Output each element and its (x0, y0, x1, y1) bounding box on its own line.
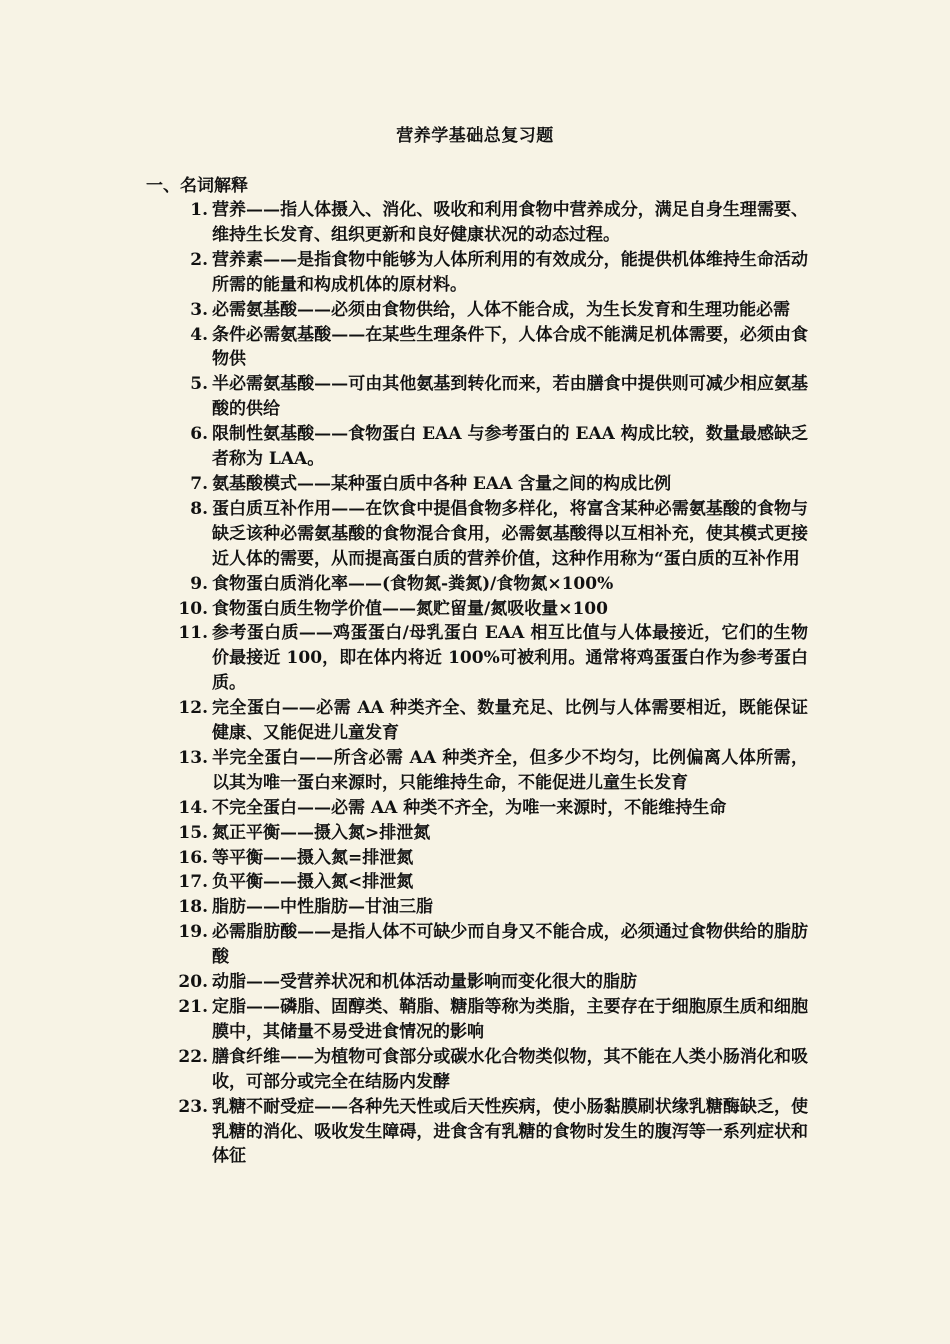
list-item (0, 895, 808, 920)
list-item-text: 负平衡——摄入氮<排泄氮 (212, 872, 414, 893)
list-item (0, 198, 808, 248)
list-item-text: 氮正平衡——摄入氮>排泄氮 (212, 822, 431, 843)
list-item-text: 动脂——受营养状况和机体活动量影响而变化很大的脂肪 (212, 972, 637, 993)
list-item-number: 8. (190, 498, 208, 519)
list-item-text: 营养素——是指食物中能够为人体所利用的有效成分，能提供机体维持生命活动所需的能量和构成机体的原材料。 (212, 249, 808, 295)
list-item-number: 10. (178, 598, 208, 619)
list-item-number: 12. (178, 698, 208, 719)
list-item (0, 497, 808, 572)
section-heading: 一、名词解释 (146, 176, 248, 196)
list-item-text: 条件必需氨基酸——在某些生理条件下，人体合成不能满足机体需要，必须由食物供 (212, 324, 808, 370)
list-item-number: 1. (190, 200, 208, 220)
list-item-text: 营养——指人体摄入、消化、吸收和利用食物中营养成分，满足自身生理需要、维持生长发育、组织更新和良好健康状况的动态过程。 (212, 200, 808, 245)
list-item (0, 422, 808, 472)
list-item (0, 821, 808, 846)
list-item-text: 不完全蛋白——必需 AA 种类不齐全，为唯一来源时，不能维持生命 (212, 797, 727, 818)
list-item-number: 13. (178, 747, 208, 768)
list-item (0, 597, 808, 622)
list-item-number: 22. (178, 1046, 208, 1067)
list-item (0, 1045, 808, 1095)
list-item-number: 14. (178, 797, 208, 818)
list-item-number: 20. (178, 972, 208, 993)
list-item-text: 脂肪——中性脂肪—甘油三脂 (212, 897, 433, 918)
list-item-number: 19. (178, 922, 208, 943)
list-item-text: 食物蛋白质生物学价值——氮贮留量/氮吸收量×100 (212, 598, 608, 619)
list-item-text: 必需脂肪酸——是指人体不可缺少而自身又不能合成，必须通过食物供给的脂肪酸 (212, 922, 808, 968)
list-item-number: 15. (178, 822, 208, 843)
list-item (0, 746, 808, 796)
list-item (0, 621, 808, 696)
list-item-text: 乳糖不耐受症——各种先天性或后天性疾病，使小肠黏膜刷状缘乳糖酶缺乏，使乳糖的消化、吸收发生障碍，进食含有乳糖的食物时发生的腹泻等一系列症状和体征 (212, 1096, 808, 1167)
document-title: 营养学基础总复习题 (396, 126, 554, 146)
list-item (0, 472, 808, 497)
list-item-text: 蛋白质互补作用——在饮食中提倡食物多样化，将富含某种必需氨基酸的食物与缺乏该种必需氨基酸的食物混合食用，必需氨基酸得以互相补充，使其模式更接近人体的需要，从而提高蛋白质的营养价值，这种作用称为“蛋白质的互补作用 (212, 498, 808, 569)
list-item (0, 995, 808, 1045)
list-item (0, 796, 808, 821)
list-item (0, 970, 808, 995)
list-item-number: 7. (190, 473, 208, 494)
list-item-number: 18. (178, 897, 208, 918)
list-item (0, 1095, 808, 1170)
list-item-text: 膳食纤维——为植物可食部分或碳水化合物类似物，其不能在人类小肠消化和吸收，可部分或完全在结肠内发酵 (212, 1046, 808, 1092)
list-item-text: 半完全蛋白——所含必需 AA 种类齐全，但多少不均匀，比例偏离人体所需，以其为唯一蛋白来源时，只能维持生命，不能促进儿童生长发育 (212, 747, 808, 793)
list-item (0, 696, 808, 746)
list-item-text: 氨基酸模式——某种蛋白质中各种 EAA 含量之间的构成比例 (212, 473, 672, 494)
list-item-number: 23. (178, 1096, 208, 1117)
list-item-text: 半必需氨基酸——可由其他氨基到转化而来，若由膳食中提供则可减少相应氨基酸的供给 (212, 374, 808, 420)
list-item-number: 2. (190, 249, 208, 270)
list-item-number: 3. (190, 299, 208, 320)
list-item-number: 4. (190, 324, 208, 345)
list-item (0, 323, 808, 373)
term-list (0, 198, 950, 1169)
list-item-text: 等平衡——摄入氮=排泄氮 (212, 847, 414, 868)
list-item-number: 16. (178, 847, 208, 868)
list-item-text: 限制性氨基酸——食物蛋白 EAA 与参考蛋白的 EAA 构成比较，数量最感缺乏者称为 LAA。 (212, 424, 808, 470)
list-item-number: 21. (178, 997, 208, 1017)
list-item (0, 846, 808, 871)
list-item-text: 食物蛋白质消化率——(食物氮-粪氮)/食物氮×100% (212, 573, 614, 594)
list-item-text: 参考蛋白质——鸡蛋蛋白/母乳蛋白 EAA 相互比值与人体最接近，它们的生物价最接近 100，即在体内将近 100%可被利用。通常将鸡蛋蛋白作为参考蛋白质。 (212, 623, 808, 694)
list-item-number: 9. (190, 573, 208, 594)
list-item-text: 必需氨基酸——必须由食物供给，人体不能合成，为生长发育和生理功能必需 (212, 299, 790, 320)
list-item-number: 11. (178, 623, 208, 644)
list-item-text: 完全蛋白——必需 AA 种类齐全、数量充足、比例与人体需要相近，既能保证健康、又能促进儿童发育 (212, 698, 808, 744)
list-item (0, 248, 808, 298)
list-item-number: 5. (190, 374, 208, 395)
list-item-number: 6. (190, 424, 208, 445)
list-item (0, 572, 808, 597)
list-item (0, 870, 808, 895)
list-item-text: 定脂——磷脂、固醇类、鞘脂、糖脂等称为类脂，主要存在于细胞原生质和细胞膜中，其储量不易受进食情况的影响 (212, 997, 808, 1042)
list-item (0, 372, 808, 422)
list-item (0, 298, 808, 323)
list-item-number: 17. (178, 872, 208, 893)
list-item (0, 920, 808, 970)
